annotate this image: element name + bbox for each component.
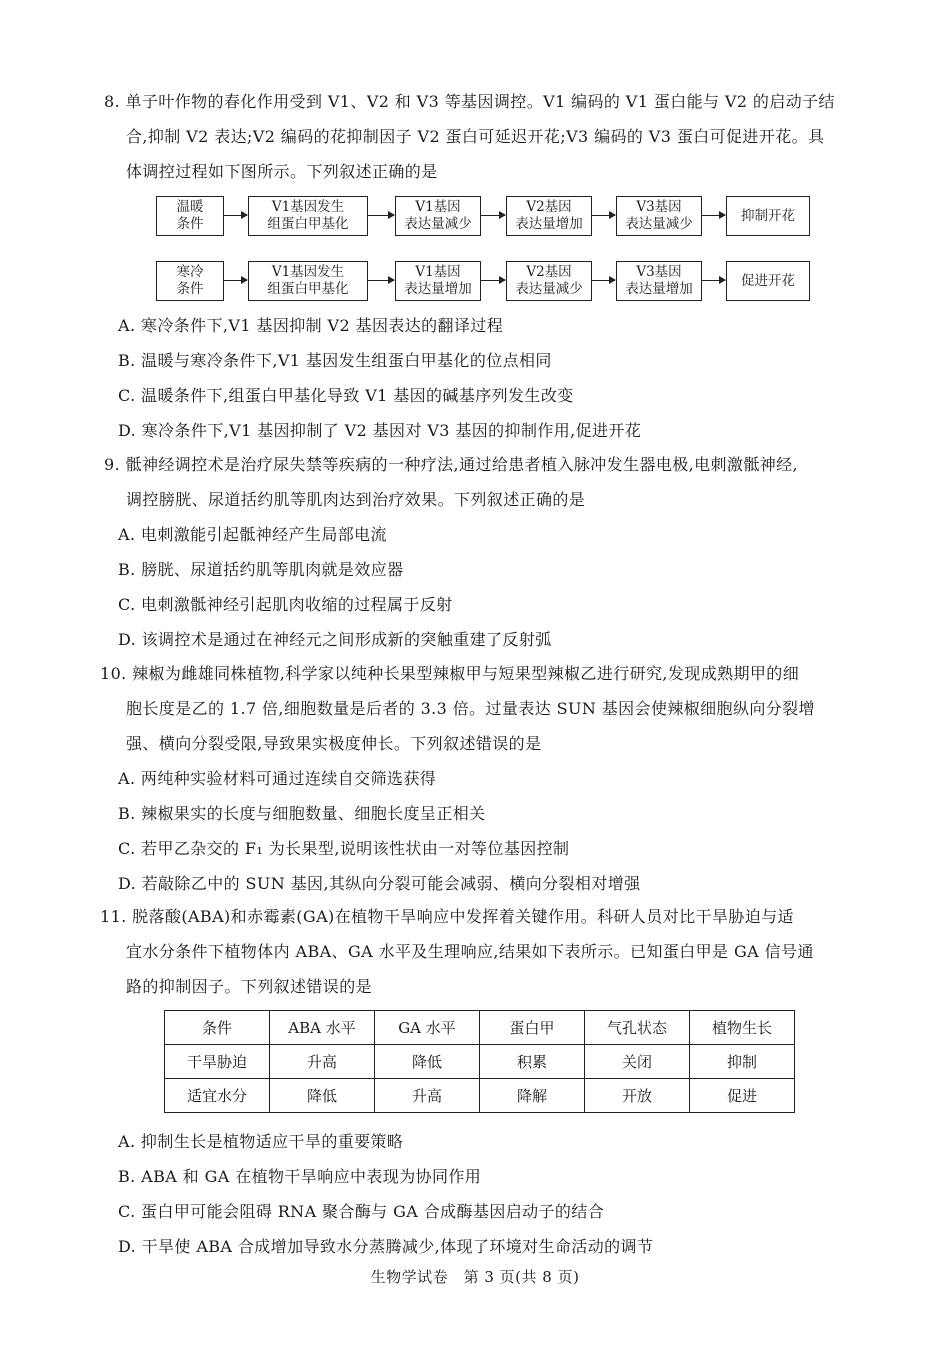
page-footer: 生物学试卷 第 3 页(共 8 页)	[370, 1268, 580, 1286]
flow-box-v1-methylation	[248, 196, 368, 236]
table-cell: 关闭	[585, 1045, 690, 1079]
table-header-cell: 条件	[165, 1011, 270, 1045]
flow-arrow	[591, 280, 615, 281]
q11-table	[164, 1010, 795, 1113]
flow-box-v1-expression	[395, 261, 481, 301]
flow-arrow	[223, 280, 247, 281]
question-9	[104, 447, 854, 657]
q8-option-c: C. 温暖条件下,组蛋白甲基化导致 V1 基因的碱基序列发生改变	[118, 386, 574, 405]
q9-stem-line-1: 9. 骶神经调控术是治疗尿失禁等疾病的一种疗法,通过给患者植入脉冲发生器电极,电刺激骶神经,	[104, 455, 799, 474]
flow-box-v2-expression	[506, 261, 592, 301]
question-11	[100, 899, 850, 1004]
q10-stem-line-2: 胞长度是乙的 1.7 倍,细胞数量是后者的 3.3 倍。过量表达 SUN 基因会使辣椒细胞纵向分裂增	[126, 699, 815, 718]
table-header-cell: 植物生长	[690, 1011, 795, 1045]
table-cell: 降解	[480, 1079, 585, 1113]
table-row	[165, 1079, 795, 1113]
table-cell: 适宜水分	[165, 1079, 270, 1113]
q10-stem-line-1: 10. 辣椒为雌雄同株植物,科学家以纯种长果型辣椒甲与短果型辣椒乙进行研究,发现成熟期甲的细	[100, 664, 800, 683]
box-line: V3基因	[636, 199, 682, 215]
box-line: 表达量增加	[625, 281, 693, 297]
box-line: V3基因	[636, 264, 682, 280]
table-cell: 促进	[690, 1079, 795, 1113]
q10-stem-line-3: 强、横向分裂受限,导致果实极度伸长。下列叙述错误的是	[126, 734, 542, 753]
box-line: V2基因	[526, 264, 572, 280]
box-line: V2基因	[526, 199, 572, 215]
table-cell: 降低	[375, 1045, 480, 1079]
q11-option-c: C. 蛋白甲可能会阻碍 RNA 聚合酶与 GA 合成酶基因启动子的结合	[118, 1202, 605, 1221]
q8-option-b: B. 温暖与寒冷条件下,V1 基因发生组蛋白甲基化的位点相同	[118, 351, 552, 370]
flow-box-v1-expression	[395, 196, 481, 236]
table-header-row	[165, 1011, 795, 1045]
q10-option-d: D. 若敲除乙中的 SUN 基因,其纵向分裂可能会减弱、横向分裂相对增强	[118, 874, 641, 893]
table-cell: 升高	[270, 1045, 375, 1079]
q9-option-a: A. 电刺激能引起骶神经产生局部电流	[118, 525, 387, 544]
table-cell: 抑制	[690, 1045, 795, 1079]
table-header-cell: 气孔状态	[585, 1011, 690, 1045]
flow-arrow	[480, 280, 505, 281]
flow-arrow	[223, 215, 247, 216]
table-header-cell: GA 水平	[375, 1011, 480, 1045]
q11-stem-line-2: 宜水分条件下植物体内 ABA、GA 水平及生理响应,结果如下表所示。已知蛋白甲是 GA 信号通	[126, 942, 814, 961]
flow-box-outcome	[726, 196, 810, 236]
table-row	[165, 1045, 795, 1079]
table-cell: 干旱胁迫	[165, 1045, 270, 1079]
box-line: V1基因发生	[271, 264, 345, 280]
flow-arrow	[701, 280, 725, 281]
box-line: 寒冷	[176, 264, 204, 280]
table-cell: 积累	[480, 1045, 585, 1079]
q8-stem-line-1: 8. 单子叶作物的春化作用受到 V1、V2 和 V3 等基因调控。V1 编码的 V1 蛋白能与 V2 的启动子结	[104, 92, 835, 111]
flow-arrow	[367, 215, 394, 216]
q8-option-a: A. 寒冷条件下,V1 基因抑制 V2 基因表达的翻译过程	[118, 316, 504, 335]
flow-arrow	[701, 215, 725, 216]
table-header-cell: ABA 水平	[270, 1011, 375, 1045]
table-cell: 开放	[585, 1079, 690, 1113]
box-line: 组蛋白甲基化	[267, 216, 349, 232]
box-line: 表达量增加	[515, 216, 583, 232]
q11-stem-line-1: 11. 脱落酸(ABA)和赤霉素(GA)在植物干旱响应中发挥着关键作用。科研人员对比干旱胁迫与适	[100, 907, 794, 926]
question-10	[100, 656, 850, 901]
flow-arrow	[367, 280, 394, 281]
flow-box-v1-methylation	[248, 261, 368, 301]
q10-option-b: B. 辣椒果实的长度与细胞数量、细胞长度呈正相关	[118, 804, 486, 823]
flow-arrow	[591, 215, 615, 216]
box-line: 表达量增加	[404, 281, 472, 297]
flow-box-cold-condition	[156, 261, 224, 301]
q8-stem-line-3: 体调控过程如下图所示。下列叙述正确的是	[126, 162, 438, 181]
flow-box-outcome	[726, 261, 810, 301]
box-line: V1基因发生	[271, 199, 345, 215]
flow-box-v3-expression	[616, 261, 702, 301]
flow-box-v2-expression	[506, 196, 592, 236]
q9-option-c: C. 电刺激骶神经引起肌肉收缩的过程属于反射	[118, 595, 453, 614]
box-line: 组蛋白甲基化	[267, 281, 349, 297]
q11-option-d: D. 干旱使 ABA 合成增加导致水分蒸腾减少,体现了环境对生命活动的调节	[118, 1237, 654, 1256]
box-line: 温暖	[176, 199, 204, 215]
flow-box-warm-condition	[156, 196, 224, 236]
q11-stem-line-3: 路的抑制因子。下列叙述错误的是	[126, 977, 373, 996]
box-line: 条件	[176, 281, 204, 297]
box-line: V1基因	[415, 264, 461, 280]
q9-stem-line-2: 调控膀胱、尿道括约肌等肌肉达到治疗效果。下列叙述正确的是	[126, 490, 586, 509]
q8-stem-line-2: 合,抑制 V2 表达;V2 编码的花抑制因子 V2 蛋白可延迟开花;V3 编码的 V3 蛋白可促进开花。具	[126, 127, 825, 146]
question-8	[104, 84, 854, 189]
q9-option-d: D. 该调控术是通过在神经元之间形成新的突触重建了反射弧	[118, 630, 552, 649]
table-header-cell: 蛋白甲	[480, 1011, 585, 1045]
table-cell: 升高	[375, 1079, 480, 1113]
flow-box-v3-expression	[616, 196, 702, 236]
box-line: 促进开花	[741, 272, 795, 289]
q11-options	[100, 1124, 850, 1264]
box-line: 条件	[176, 216, 204, 232]
q8-option-d: D. 寒冷条件下,V1 基因抑制了 V2 基因对 V3 基因的抑制作用,促进开花	[118, 421, 642, 440]
box-line: 表达量减少	[515, 281, 583, 297]
q11-option-a: A. 抑制生长是植物适应干旱的重要策略	[118, 1132, 404, 1151]
q8-options	[104, 308, 854, 448]
box-line: V1基因	[415, 199, 461, 215]
table-cell: 降低	[270, 1079, 375, 1113]
q10-option-c: C. 若甲乙杂交的 F₁ 为长果型,说明该性状由一对等位基因控制	[118, 839, 570, 858]
q9-option-b: B. 膀胱、尿道括约肌等肌肉就是效应器	[118, 560, 404, 579]
q11-option-b: B. ABA 和 GA 在植物干旱响应中表现为协同作用	[118, 1167, 482, 1186]
box-line: 表达量减少	[625, 216, 693, 232]
box-line: 抑制开花	[741, 207, 795, 224]
flow-arrow	[480, 215, 505, 216]
q10-option-a: A. 两纯种实验材料可通过连续自交筛选获得	[118, 769, 437, 788]
box-line: 表达量减少	[404, 216, 472, 232]
